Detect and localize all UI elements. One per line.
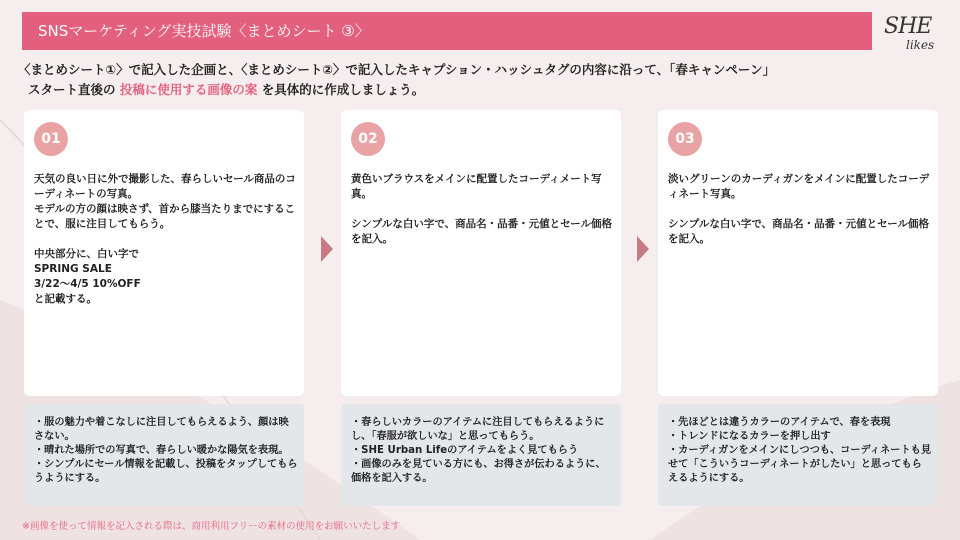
instruction-line-2-after: を具体的に作成しましょう。 [261,82,425,97]
logo-main-text: SHE [884,14,932,39]
title-bar [22,12,872,50]
instruction [18,60,775,100]
instruction-line-2-before: スタート直後の [28,82,116,97]
idea-card-3 [658,110,938,396]
card-number-badge: 03 [668,122,702,156]
card-number-badge: 01 [34,122,68,156]
arrow-right-icon [637,236,649,262]
instruction-line-1: 〈まとめシート①〉で記入した企画と、〈まとめシート②〉で記入したキャプション・ハッシュタグの内容に沿って、「春キャンペーン」 [18,62,776,77]
reason-note-3 [658,404,938,506]
page-title: SNSマーケティング実技試験〈まとめシート ③〉 [38,22,370,40]
arrow-right-icon [321,236,333,262]
note-text: ・春らしいカラーのアイテムに注目してもらえるようにし、「春服が欲しいな」と思ってもらう。 ・SHE Urban Lifeのアイテムをよく見てもらう ・画像のみを見ている方にも、お得さが伝わるように、価格を記入する。 [351,417,606,484]
idea-card-1 [24,110,304,396]
card-description: 天気の良い日に外で撮影した、春らしいセール商品のコーディネートの写真。 モデルの方の顔は映さず、首から膝当たりまでにすることで、服に注目してもらう。 中央部分に、白い字で SPRING SALE 3/22〜4/5 10%OFF と記載する。 [34,173,296,305]
card-number-badge: 02 [351,122,385,156]
note-text: ・先ほどとは違うカラーのアイテムで、春を表現 ・トレンドになるカラーを押し出す ・カーディガンをメインにしつつも、コーディネートも見せて「こういうコーディネートがしたい」と思ってもらえるようにする。 [668,417,932,484]
instruction-highlight: 投稿に使用する画像の案 [119,82,258,97]
card-description: 黄色いブラウスをメインに配置したコーディメート写真。 シンプルな白い字で、商品名・品番・元値とセール価格を記入。 [351,173,612,245]
card-description: 淡いグリーンのカーディガンをメインに配置したコーディネート写真。 シンプルな白い字で、商品名・品番・元値とセール価格を記入。 [668,173,930,245]
reason-note-1 [24,404,304,506]
note-text: ・服の魅力や着こなしに注目してもらえるよう、顔は映さない。 ・晴れた場所での写真で、春らしい暖かな陽気を表現。 ・シンプルにセール情報を記載し、投稿をタップしてもらうようにする。 [34,417,298,484]
she-likes-logo [884,14,944,54]
logo-sub-text: likes [906,38,935,52]
footer-note: ※画像を使って情報を記入される際は、商用利用フリーの素材の使用をお願いいたします [22,521,401,532]
idea-card-2 [341,110,621,396]
reason-note-2 [341,404,621,506]
instruction-line-2 [18,80,775,100]
